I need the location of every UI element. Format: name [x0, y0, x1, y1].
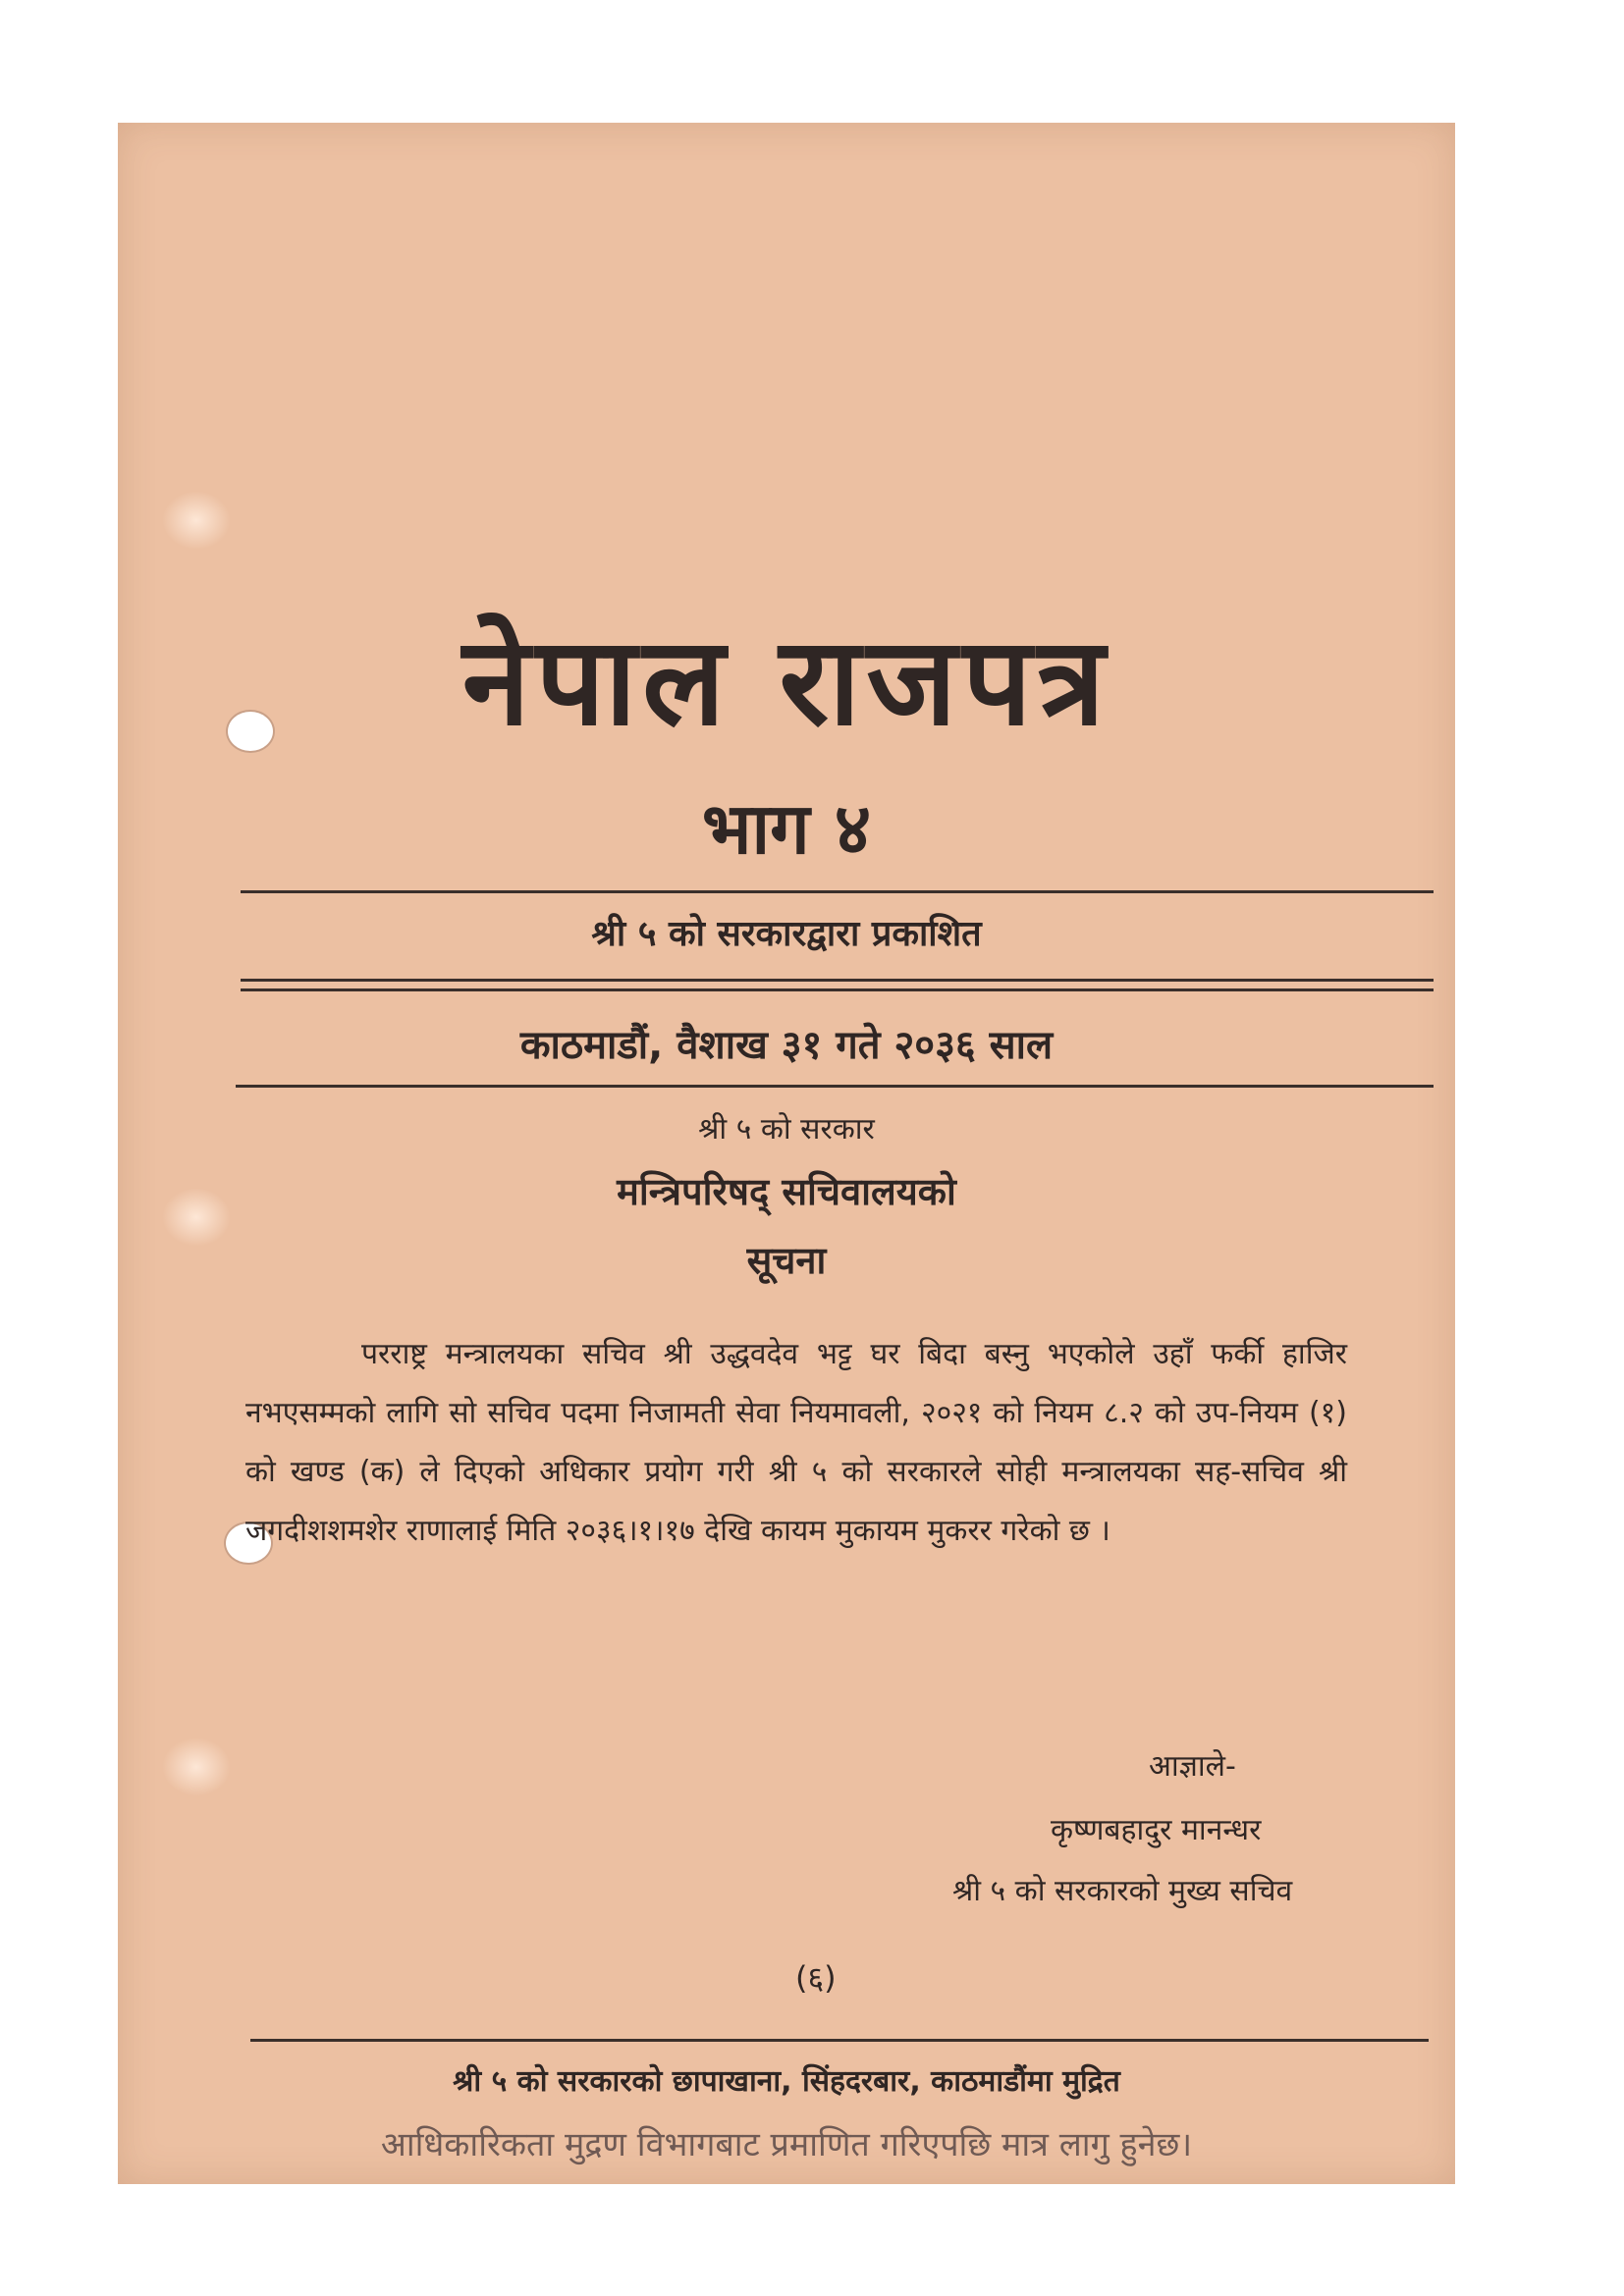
authenticity-note: आधिकारिकता मुद्रण विभागबाट प्रमाणित गरिएपछि मात्र लागु हुनेछ।: [380, 2125, 1193, 2164]
rule-top: [241, 890, 1434, 893]
crease-mark: [162, 491, 231, 550]
notice-title: सूचना: [746, 1239, 827, 1282]
office-name: मन्त्रिपरिषद् सचिवालयको: [617, 1170, 956, 1213]
government-line: श्री ५ को सरकार: [698, 1112, 875, 1147]
gazette-page: [118, 123, 1455, 2184]
gazette-part: भाग ४: [701, 787, 872, 870]
by-order-label: आज्ञाले-: [1149, 1749, 1236, 1784]
rule-bottom: [236, 1085, 1434, 1088]
signatory-designation: श्री ५ को सरकारको मुख्य सचिव: [952, 1874, 1293, 1908]
crease-mark: [162, 1737, 231, 1796]
signatory-name: कृष्णबहादुर मानन्धर: [1051, 1813, 1262, 1847]
dateline: काठमाडौं, वैशाख ३१ गते २०३६ साल: [519, 1023, 1054, 1068]
printer-imprint: श्री ५ को सरकारको छापाखाना, सिंहदरबार, काठमाडौंमा मुद्रित: [453, 2064, 1120, 2099]
gazette-title: नेपाल राजपत्र: [461, 612, 1111, 753]
notice-body: परराष्ट्र मन्त्रालयका सचिव श्री उद्धवदेव भट्ट घर बिदा बस्नु भएकोले उहाँ फर्की हाजिर नभएसम्मको लागि सो सचिव पदमा निजामती सेवा नियमावली, २०२१ को नियम ८.२ को उप-नियम (१) को खण्ड (क) ले दिएको अधिकार प्रयोग गरी श्री ५ को सरकारले सोही मन्त्रालयका सह-सचिव श्री जगदीशशमशेर राणालाई मिति २०३६।१।१७ देखि कायम मुकायम मुकरर गरेको छ ।: [245, 1337, 1347, 1548]
publisher-line: श्री ५ को सरकारद्वारा प्रकाशित: [591, 914, 982, 954]
rule-double-2: [241, 988, 1434, 991]
page-number: (६): [795, 1959, 837, 1997]
rule-double-1: [241, 979, 1434, 982]
rule-footer: [250, 2039, 1429, 2042]
